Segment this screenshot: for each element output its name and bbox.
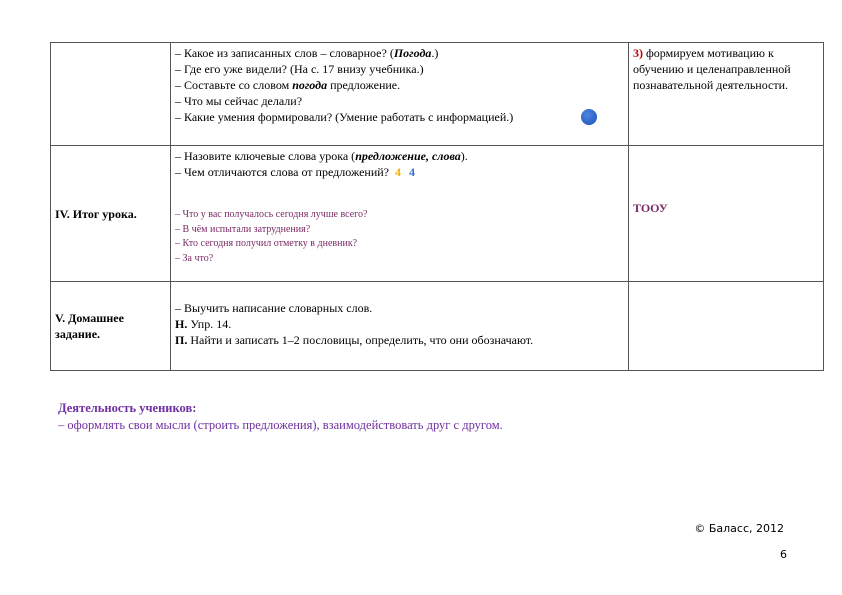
reflection-question: – В чём испытали затруднения?: [175, 223, 311, 235]
stage-cell: [51, 43, 171, 146]
speech-line: – Назовите ключевые слова урока (предложение, слова).: [175, 149, 468, 163]
speech-line: П. Найти и записать 1–2 пословицы, определить, что они обозначают.: [175, 333, 534, 347]
blue-dot-icon: [581, 109, 597, 125]
speech-line: – Какие умения формировали? (Умение работать с информацией.): [175, 110, 514, 124]
table-row: [51, 282, 824, 371]
table-row: [51, 43, 824, 146]
aim-cell: [629, 146, 824, 282]
speech-line: Н. Упр. 14.: [175, 317, 232, 331]
stage-cell: V. Домашнее задание.: [51, 282, 171, 371]
aim-number: 3): [633, 46, 643, 60]
grade-blue: 4: [409, 165, 415, 179]
student-activity: [58, 400, 503, 434]
speech-line: – Составьте со словом погода предложение.: [175, 78, 401, 92]
teacher-speech-cell: [171, 43, 629, 146]
speech-line: – Какое из записанных слов – словарное? (Погода.): [175, 46, 439, 60]
speech-line: – Что мы сейчас делали?: [175, 94, 303, 108]
page-number: 6: [780, 548, 787, 561]
grade-yellow: 4: [395, 165, 401, 179]
aim-text: ТООУ: [633, 201, 668, 215]
speech-line: – Чем отличаются слова от предложений? 4 4: [175, 165, 415, 179]
reflection-questions: [175, 208, 624, 266]
table-row: [51, 146, 824, 282]
aim-text: формируем мотивацию к обучению и целенаправленной познавательной деятельности.: [633, 46, 791, 92]
reflection-question: – Что у вас получалось сегодня лучше всего?: [175, 209, 368, 220]
teacher-speech-cell: [171, 146, 629, 282]
speech-line: – Выучить написание словарных слов.: [175, 301, 373, 315]
teacher-speech-cell: [171, 282, 629, 371]
reflection-question: – За что?: [175, 252, 214, 264]
reflection-question: – Кто сегодня получил отметку в дневник?: [175, 238, 358, 249]
homework-block: [175, 300, 624, 348]
activity-title: Деятельность учеников:: [58, 401, 197, 415]
lesson-plan-table: [50, 42, 824, 371]
activity-text: – оформлять свои мысли (строить предложения), взаимодействовать друг с другом.: [58, 418, 503, 432]
aim-cell: [629, 282, 824, 371]
copyright: © Баласс, 2012: [694, 522, 784, 535]
aim-cell: [629, 43, 824, 146]
stage-cell: IV. Итог урока.: [51, 146, 171, 282]
speech-line: – Где его уже видели? (На с. 17 внизу учебника.): [175, 62, 424, 76]
